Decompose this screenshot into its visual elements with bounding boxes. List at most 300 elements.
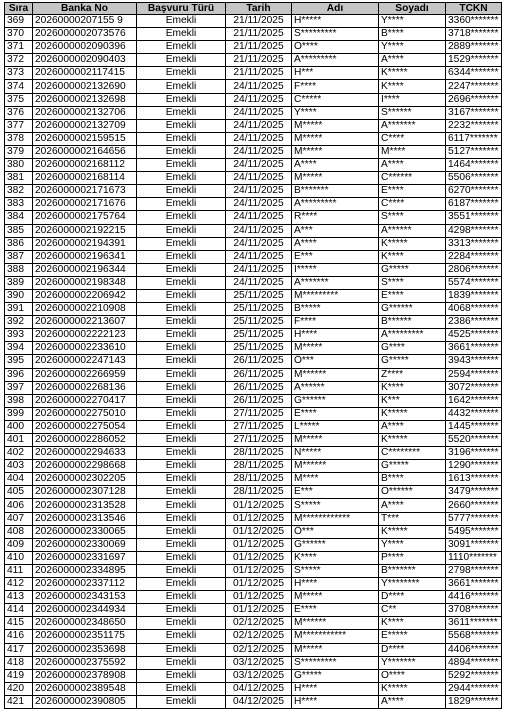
row-banka-no-cell: 2026000002344934 (33, 604, 137, 617)
row-sira-cell: 379 (5, 145, 33, 158)
row-soyadi-cell: P**** (379, 551, 446, 564)
row-soyadi-cell: S**** (379, 276, 446, 289)
table-row (5, 381, 502, 394)
row-basvuru-turu-cell: Emekli (137, 381, 226, 394)
row-soyadi-cell: A**** (379, 420, 446, 433)
row-tarih-cell: 25/11/2025 (226, 316, 292, 329)
row-sira-cell: 420 (5, 682, 33, 695)
row-basvuru-turu-cell: Emekli (137, 329, 226, 342)
table-row (5, 420, 502, 433)
row-adi-cell: R**** (292, 211, 379, 224)
row-basvuru-turu-cell: Emekli (137, 630, 226, 643)
row-tckn-cell: 2798******* (446, 564, 502, 577)
header-banka-no: Banka No (33, 3, 137, 15)
header-sira: Sıra (5, 3, 33, 15)
row-banka-no-cell: 2026000002334895 (33, 564, 137, 577)
row-tckn-cell: 4525******* (446, 329, 502, 342)
row-tarih-cell: 28/11/2025 (226, 473, 292, 486)
row-basvuru-turu-cell: Emekli (137, 473, 226, 486)
row-basvuru-turu-cell: Emekli (137, 512, 226, 525)
row-tarih-cell: 01/12/2025 (226, 578, 292, 591)
table-row (5, 329, 502, 342)
row-soyadi-cell: E***** (379, 630, 446, 643)
row-banka-no-cell: 2026000002192215 (33, 224, 137, 237)
row-basvuru-turu-cell: Emekli (137, 93, 226, 106)
row-banka-no-cell: 2026000002222123 (33, 329, 137, 342)
row-tckn-cell: 2696******* (446, 93, 502, 106)
row-tarih-cell: 27/11/2025 (226, 420, 292, 433)
row-tckn-cell: 2232******* (446, 119, 502, 132)
table-row (5, 447, 502, 460)
table-row (5, 434, 502, 447)
row-basvuru-turu-cell: Emekli (137, 132, 226, 145)
row-adi-cell: M***** (292, 172, 379, 185)
row-soyadi-cell: A**** (379, 159, 446, 172)
row-banka-no-cell: 2026000002270417 (33, 394, 137, 407)
row-soyadi-cell: G***** (379, 460, 446, 473)
row-sira-cell: 414 (5, 604, 33, 617)
table-row (5, 289, 502, 302)
row-adi-cell: M***** (292, 591, 379, 604)
row-tarih-cell: 04/12/2025 (226, 682, 292, 695)
table-header-row (5, 3, 502, 15)
row-sira-cell: 389 (5, 276, 33, 289)
row-banka-no-cell: 2026000002307128 (33, 486, 137, 499)
row-basvuru-turu-cell: Emekli (137, 80, 226, 93)
table-row (5, 237, 502, 250)
row-tarih-cell: 24/11/2025 (226, 159, 292, 172)
row-banka-no-cell: 2026000002302205 (33, 473, 137, 486)
row-basvuru-turu-cell: Emekli (137, 420, 226, 433)
row-adi-cell: S***** (292, 564, 379, 577)
row-tckn-cell: 1829******* (446, 695, 502, 708)
row-basvuru-turu-cell: Emekli (137, 316, 226, 329)
row-tarih-cell: 24/11/2025 (226, 119, 292, 132)
row-sira-cell: 372 (5, 54, 33, 67)
row-adi-cell: O**** (292, 41, 379, 54)
table-row (5, 54, 502, 67)
row-banka-no-cell: 2026000002198348 (33, 276, 137, 289)
row-soyadi-cell: K***** (379, 434, 446, 447)
row-basvuru-turu-cell: Emekli (137, 486, 226, 499)
table-row (5, 303, 502, 316)
row-soyadi-cell: K***** (379, 237, 446, 250)
row-tckn-cell: 6344******* (446, 67, 502, 80)
row-banka-no-cell: 2026000002390805 (33, 695, 137, 708)
row-adi-cell: C***** (292, 93, 379, 106)
row-banka-no-cell: 2026000002132698 (33, 93, 137, 106)
row-banka-no-cell: 2026000002268136 (33, 381, 137, 394)
row-tckn-cell: 2944******* (446, 682, 502, 695)
table-row (5, 460, 502, 473)
table-row (5, 368, 502, 381)
table-row (5, 564, 502, 577)
row-basvuru-turu-cell: Emekli (137, 460, 226, 473)
row-banka-no-cell: 2026000002275054 (33, 420, 137, 433)
row-adi-cell: A******* (292, 276, 379, 289)
row-basvuru-turu-cell: Emekli (137, 368, 226, 381)
row-tarih-cell: 24/11/2025 (226, 132, 292, 145)
row-sira-cell: 412 (5, 578, 33, 591)
row-tckn-cell: 1464******* (446, 159, 502, 172)
table-row (5, 15, 502, 28)
row-tckn-cell: 6270******* (446, 185, 502, 198)
row-basvuru-turu-cell: Emekli (137, 145, 226, 158)
row-soyadi-cell: D**** (379, 591, 446, 604)
row-basvuru-turu-cell: Emekli (137, 682, 226, 695)
row-tckn-cell: 2247******* (446, 80, 502, 93)
table-row (5, 578, 502, 591)
table-row (5, 695, 502, 708)
row-banka-no-cell: 2026000002175764 (33, 211, 137, 224)
row-tckn-cell: 2594******* (446, 368, 502, 381)
row-tarih-cell: 24/11/2025 (226, 263, 292, 276)
row-sira-cell: 391 (5, 303, 33, 316)
row-sira-cell: 416 (5, 630, 33, 643)
row-basvuru-turu-cell: Emekli (137, 119, 226, 132)
row-sira-cell: 415 (5, 617, 33, 630)
row-tckn-cell: 6117******* (446, 132, 502, 145)
row-basvuru-turu-cell: Emekli (137, 342, 226, 355)
row-tckn-cell: 3479******* (446, 486, 502, 499)
row-basvuru-turu-cell: Emekli (137, 172, 226, 185)
row-banka-no-cell: 2026000002343153 (33, 591, 137, 604)
row-tarih-cell: 21/11/2025 (226, 67, 292, 80)
row-banka-no-cell: 2026000002073576 (33, 28, 137, 41)
row-sira-cell: 401 (5, 434, 33, 447)
row-tckn-cell: 3611******* (446, 617, 502, 630)
row-banka-no-cell: 2026000002266959 (33, 368, 137, 381)
row-sira-cell: 404 (5, 473, 33, 486)
row-tckn-cell: 3072******* (446, 381, 502, 394)
table-row (5, 486, 502, 499)
row-soyadi-cell: Z**** (379, 368, 446, 381)
row-tarih-cell: 03/12/2025 (226, 656, 292, 669)
row-soyadi-cell: G***** (379, 263, 446, 276)
row-tarih-cell: 25/11/2025 (226, 303, 292, 316)
row-basvuru-turu-cell: Emekli (137, 643, 226, 656)
row-tarih-cell: 26/11/2025 (226, 381, 292, 394)
row-sira-cell: 388 (5, 263, 33, 276)
row-tckn-cell: 4432******* (446, 407, 502, 420)
table-row (5, 394, 502, 407)
row-tarih-cell: 01/12/2025 (226, 604, 292, 617)
row-tarih-cell: 28/11/2025 (226, 447, 292, 460)
row-tckn-cell: 3360******* (446, 15, 502, 28)
row-soyadi-cell: C******** (379, 447, 446, 460)
row-tckn-cell: 6187******* (446, 198, 502, 211)
row-tarih-cell: 02/12/2025 (226, 630, 292, 643)
row-basvuru-turu-cell: Emekli (137, 695, 226, 708)
row-basvuru-turu-cell: Emekli (137, 394, 226, 407)
row-sira-cell: 400 (5, 420, 33, 433)
row-adi-cell: H***** (292, 15, 379, 28)
row-soyadi-cell: K**** (379, 80, 446, 93)
row-tarih-cell: 24/11/2025 (226, 185, 292, 198)
row-tckn-cell: 5520******* (446, 434, 502, 447)
row-banka-no-cell: 2026000002331697 (33, 551, 137, 564)
row-tarih-cell: 26/11/2025 (226, 394, 292, 407)
table-row (5, 67, 502, 80)
row-banka-no-cell: 2026000002159515 (33, 132, 137, 145)
row-tarih-cell: 27/11/2025 (226, 407, 292, 420)
row-tckn-cell: 2806******* (446, 263, 502, 276)
table-row (5, 28, 502, 41)
row-sira-cell: 397 (5, 381, 33, 394)
row-soyadi-cell: B****** (379, 316, 446, 329)
row-tarih-cell: 25/11/2025 (226, 342, 292, 355)
row-tckn-cell: 3551******* (446, 211, 502, 224)
row-sira-cell: 402 (5, 447, 33, 460)
header-soyadi: Soyadı (379, 3, 446, 15)
row-soyadi-cell: E**** (379, 185, 446, 198)
row-tckn-cell: 1839******* (446, 289, 502, 302)
row-adi-cell: İ***** (292, 263, 379, 276)
row-basvuru-turu-cell: Emekli (137, 54, 226, 67)
row-banka-no-cell: 2026000002164656 (33, 145, 137, 158)
row-banka-no-cell: 2026000002330069 (33, 538, 137, 551)
row-tarih-cell: 02/12/2025 (226, 643, 292, 656)
table-row (5, 132, 502, 145)
row-banka-no-cell: 2026000002168114 (33, 172, 137, 185)
row-soyadi-cell: K*** (379, 394, 446, 407)
row-tckn-cell: 3196******* (446, 447, 502, 460)
row-soyadi-cell: O**** (379, 669, 446, 682)
row-adi-cell: M**** (292, 473, 379, 486)
row-basvuru-turu-cell: Emekli (137, 15, 226, 28)
row-tarih-cell: 24/11/2025 (226, 237, 292, 250)
row-tarih-cell: 24/11/2025 (226, 172, 292, 185)
row-tckn-cell: 5568******* (446, 630, 502, 643)
row-sira-cell: 371 (5, 41, 33, 54)
header-tarih: Tarih (226, 3, 292, 15)
table-row (5, 276, 502, 289)
row-tckn-cell: 4894******* (446, 656, 502, 669)
row-adi-cell: E*** (292, 250, 379, 263)
row-sira-cell: 374 (5, 80, 33, 93)
row-adi-cell: M****** (292, 460, 379, 473)
row-soyadi-cell: C****** (379, 172, 446, 185)
row-soyadi-cell: B**** (379, 473, 446, 486)
row-soyadi-cell: A**** (379, 695, 446, 708)
row-sira-cell: 403 (5, 460, 33, 473)
row-banka-no-cell: 2026000002132706 (33, 106, 137, 119)
row-basvuru-turu-cell: Emekli (137, 276, 226, 289)
row-adi-cell: H*** (292, 67, 379, 80)
row-banka-no-cell: 2026000002090403 (33, 54, 137, 67)
table-row (5, 682, 502, 695)
row-soyadi-cell: D**** (379, 643, 446, 656)
row-tarih-cell: 01/12/2025 (226, 525, 292, 538)
row-basvuru-turu-cell: Emekli (137, 538, 226, 551)
row-sira-cell: 375 (5, 93, 33, 106)
row-soyadi-cell: K***** (379, 682, 446, 695)
row-banka-no-cell: 2026000002210908 (33, 303, 137, 316)
row-soyadi-cell: Y******* (379, 656, 446, 669)
table-row (5, 159, 502, 172)
row-tckn-cell: 1110******* (446, 551, 502, 564)
row-soyadi-cell: G****** (379, 303, 446, 316)
row-soyadi-cell: O****** (379, 486, 446, 499)
table-row (5, 656, 502, 669)
row-soyadi-cell: K**** (379, 381, 446, 394)
table-row (5, 617, 502, 630)
table-row (5, 355, 502, 368)
row-sira-cell: 405 (5, 486, 33, 499)
row-adi-cell: M****** (292, 617, 379, 630)
row-adi-cell: M***** (292, 434, 379, 447)
row-tckn-cell: 3091******* (446, 538, 502, 551)
row-soyadi-cell: K***** (379, 407, 446, 420)
applications-table (4, 2, 502, 709)
row-adi-cell: Y**** (292, 106, 379, 119)
row-adi-cell: Ö*** (292, 355, 379, 368)
row-adi-cell: M*********** (292, 630, 379, 643)
table-row (5, 630, 502, 643)
row-banka-no-cell: 2026000002206942 (33, 289, 137, 302)
row-sira-cell: 378 (5, 132, 33, 145)
row-banka-no-cell: 2026000002298668 (33, 460, 137, 473)
row-basvuru-turu-cell: Emekli (137, 591, 226, 604)
row-soyadi-cell: K**** (379, 250, 446, 263)
row-soyadi-cell: S****** (379, 106, 446, 119)
row-basvuru-turu-cell: Emekli (137, 28, 226, 41)
row-tarih-cell: 01/12/2025 (226, 499, 292, 512)
row-tckn-cell: 2386******* (446, 316, 502, 329)
row-sira-cell: 413 (5, 591, 33, 604)
table-row (5, 172, 502, 185)
row-banka-no-cell: 2026000002171673 (33, 185, 137, 198)
row-tarih-cell: 21/11/2025 (226, 28, 292, 41)
row-basvuru-turu-cell: Emekli (137, 67, 226, 80)
row-tarih-cell: 25/11/2025 (226, 329, 292, 342)
row-adi-cell: G****** (292, 394, 379, 407)
row-tarih-cell: 24/11/2025 (226, 198, 292, 211)
row-sira-cell: 410 (5, 551, 33, 564)
row-sira-cell: 409 (5, 538, 33, 551)
row-tckn-cell: 5777******* (446, 512, 502, 525)
table-row (5, 198, 502, 211)
table-row (5, 525, 502, 538)
row-tarih-cell: 28/11/2025 (226, 460, 292, 473)
row-soyadi-cell: C** (379, 604, 446, 617)
row-sira-cell: 417 (5, 643, 33, 656)
row-adi-cell: F**** (292, 316, 379, 329)
table-row (5, 211, 502, 224)
row-tarih-cell: 03/12/2025 (226, 669, 292, 682)
row-adi-cell: A*** (292, 224, 379, 237)
row-sira-cell: 421 (5, 695, 33, 708)
row-basvuru-turu-cell: Emekli (137, 185, 226, 198)
row-adi-cell: M***** (292, 643, 379, 656)
row-soyadi-cell: Y******** (379, 578, 446, 591)
row-tarih-cell: 24/11/2025 (226, 211, 292, 224)
table-row (5, 342, 502, 355)
row-sira-cell: 407 (5, 512, 33, 525)
row-adi-cell: H**** (292, 578, 379, 591)
row-basvuru-turu-cell: Emekli (137, 669, 226, 682)
row-banka-no-cell: 2026000002313546 (33, 512, 137, 525)
row-sira-cell: 411 (5, 564, 33, 577)
row-tarih-cell: 25/11/2025 (226, 289, 292, 302)
row-basvuru-turu-cell: Emekli (137, 198, 226, 211)
row-tckn-cell: 5574******* (446, 276, 502, 289)
row-soyadi-cell: İ**** (379, 93, 446, 106)
row-basvuru-turu-cell: Emekli (137, 237, 226, 250)
row-basvuru-turu-cell: Emekli (137, 106, 226, 119)
row-sira-cell: 390 (5, 289, 33, 302)
row-tckn-cell: 5506******* (446, 172, 502, 185)
row-sira-cell: 408 (5, 525, 33, 538)
row-tckn-cell: 1613******* (446, 473, 502, 486)
table-row (5, 499, 502, 512)
row-sira-cell: 382 (5, 185, 33, 198)
row-tarih-cell: 21/11/2025 (226, 15, 292, 28)
row-tarih-cell: 27/11/2025 (226, 434, 292, 447)
row-soyadi-cell: C**** (379, 198, 446, 211)
row-tckn-cell: 1642******* (446, 394, 502, 407)
row-adi-cell: E**** (292, 604, 379, 617)
row-soyadi-cell: T*** (379, 512, 446, 525)
row-tckn-cell: 5127******* (446, 145, 502, 158)
row-basvuru-turu-cell: Emekli (137, 578, 226, 591)
row-adi-cell: L***** (292, 420, 379, 433)
row-basvuru-turu-cell: Emekli (137, 303, 226, 316)
row-adi-cell: B***** (292, 303, 379, 316)
row-tarih-cell: 21/11/2025 (226, 41, 292, 54)
row-adi-cell: G***** (292, 669, 379, 682)
row-sira-cell: 395 (5, 355, 33, 368)
row-adi-cell: M************ (292, 512, 379, 525)
row-banka-no-cell: 2026000002378908 (33, 669, 137, 682)
row-soyadi-cell: E**** (379, 289, 446, 302)
row-banka-no-cell: 2026000002196344 (33, 263, 137, 276)
row-sira-cell: 418 (5, 656, 33, 669)
row-sira-cell: 381 (5, 172, 33, 185)
row-sira-cell: 396 (5, 368, 33, 381)
table-row (5, 643, 502, 656)
row-banka-no-cell: 2026000002168112 (33, 159, 137, 172)
row-soyadi-cell: K**** (379, 617, 446, 630)
row-adi-cell: M***** (292, 119, 379, 132)
row-soyadi-cell: M**** (379, 145, 446, 158)
row-basvuru-turu-cell: Emekli (137, 224, 226, 237)
row-tarih-cell: 01/12/2025 (226, 538, 292, 551)
row-tarih-cell: 24/11/2025 (226, 276, 292, 289)
row-tarih-cell: 28/11/2025 (226, 486, 292, 499)
row-sira-cell: 377 (5, 119, 33, 132)
table-row (5, 263, 502, 276)
row-adi-cell: H**** (292, 695, 379, 708)
row-sira-cell: 392 (5, 316, 33, 329)
row-banka-no-cell: 2026000002196341 (33, 250, 137, 263)
row-banka-no-cell: 2026000002375592 (33, 656, 137, 669)
row-tckn-cell: 3718******* (446, 28, 502, 41)
row-soyadi-cell: A**** (379, 54, 446, 67)
table-row (5, 41, 502, 54)
row-soyadi-cell: A******* (379, 119, 446, 132)
table-row (5, 551, 502, 564)
row-banka-no-cell: 20260000207155 9 (33, 15, 137, 28)
row-sira-cell: 386 (5, 237, 33, 250)
row-sira-cell: 373 (5, 67, 33, 80)
row-banka-no-cell: 2026000002275010 (33, 407, 137, 420)
row-adi-cell: K**** (292, 551, 379, 564)
row-soyadi-cell: C**** (379, 132, 446, 145)
row-sira-cell: 399 (5, 407, 33, 420)
table-row (5, 604, 502, 617)
row-adi-cell: A********* (292, 54, 379, 67)
